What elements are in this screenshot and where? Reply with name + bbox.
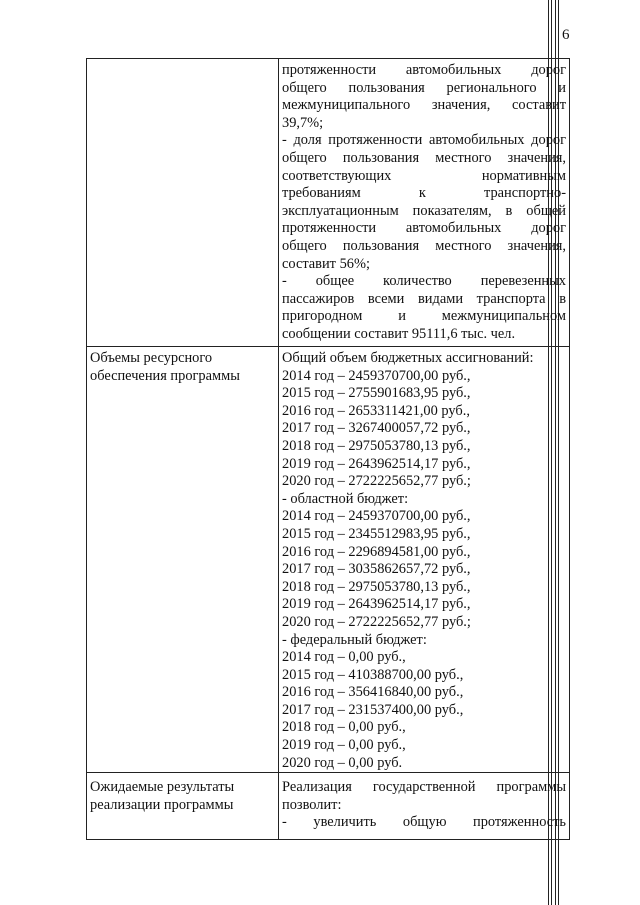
text-line: общего пользования местного значения,: [282, 237, 566, 254]
table-row: [87, 59, 570, 347]
text-line: пассажиров всеми видами транспорта в: [282, 290, 566, 307]
text-line: 2014 год – 2459370700,00 руб.,: [282, 367, 471, 384]
text-line: составит 56%;: [282, 255, 370, 272]
row-content-cell: [279, 59, 570, 347]
text-line: пригородном и межмуниципальном: [282, 308, 566, 325]
text-line: 2020 год – 0,00 руб.: [282, 754, 403, 771]
text-line: общего пользования местного значения,: [282, 149, 566, 166]
row-content-cell: [279, 347, 570, 773]
program-passport-table: [86, 58, 570, 840]
row-label-cell: [87, 773, 279, 840]
text-line: - доля протяженности автомобильных дорог: [282, 132, 566, 149]
row-label-cell: [87, 59, 279, 347]
label-line: Объемы ресурсного: [90, 350, 213, 366]
text-line: 39,7%;: [282, 114, 324, 131]
text-line: 2014 год – 2459370700,00 руб.,: [282, 508, 471, 525]
text-line: 2015 год – 2755901683,95 руб.,: [282, 385, 471, 402]
table-row: [87, 347, 570, 773]
text-line: позволит:: [282, 796, 342, 813]
text-line: Реализация государственной программы: [282, 779, 566, 796]
text-line: 2018 год – 2975053780,13 руб.,: [282, 437, 471, 454]
label-line: Ожидаемые результаты: [90, 779, 235, 796]
text-line: 2017 год – 3267400057,72 руб.,: [282, 420, 471, 437]
text-line: - общее количество перевезенных: [282, 273, 566, 290]
text-line: протяженности автомобильных дорог: [282, 62, 566, 78]
text-line: сообщении составит 95111,6 тыс. чел.: [282, 325, 516, 342]
text-line: 2016 год – 2296894581,00 руб.,: [282, 543, 471, 560]
text-line: 2019 год – 0,00 руб.,: [282, 737, 406, 754]
text-line: - увеличить общую протяженность: [282, 814, 566, 831]
text-line: общего пользования регионального и: [282, 79, 566, 96]
text-line: - федеральный бюджет:: [282, 631, 427, 648]
text-line: 2020 год – 2722225652,77 руб.;: [282, 473, 471, 490]
text-line: 2016 год – 356416840,00 руб.,: [282, 684, 464, 701]
text-line: 2017 год – 231537400,00 руб.,: [282, 701, 464, 718]
row-label-cell: [87, 347, 279, 773]
text-line: межмуниципального значения, составит: [282, 97, 566, 114]
text-line: 2015 год – 410388700,00 руб.,: [282, 666, 464, 683]
label-line: реализации программы: [90, 796, 234, 813]
text-line: требованиям к транспортно-: [282, 185, 566, 202]
text-line: 2019 год – 2643962514,17 руб.,: [282, 596, 471, 613]
text-line: эксплуатационным показателям, в общей: [282, 202, 566, 219]
text-line: 2014 год – 0,00 руб.,: [282, 649, 406, 666]
text-line: 2015 год – 2345512983,95 руб.,: [282, 525, 471, 542]
label-line: обеспечения программы: [90, 367, 240, 384]
text-line: - областной бюджет:: [282, 490, 409, 507]
text-line: 2020 год – 2722225652,77 руб.;: [282, 613, 471, 630]
table-row: [87, 773, 570, 840]
page-number: 6: [562, 27, 570, 43]
row-content-cell: [279, 773, 570, 840]
text-line: соответствующих нормативным: [282, 167, 566, 184]
text-line: Общий объем бюджетных ассигнований:: [282, 350, 534, 366]
text-line: протяженности автомобильных дорог: [282, 220, 566, 237]
text-line: 2019 год – 2643962514,17 руб.,: [282, 455, 471, 472]
text-line: 2017 год – 3035862657,72 руб.,: [282, 561, 471, 578]
text-line: 2018 год – 0,00 руб.,: [282, 719, 406, 736]
text-line: 2018 год – 2975053780,13 руб.,: [282, 578, 471, 595]
text-line: 2016 год – 2653311421,00 руб.,: [282, 402, 470, 419]
